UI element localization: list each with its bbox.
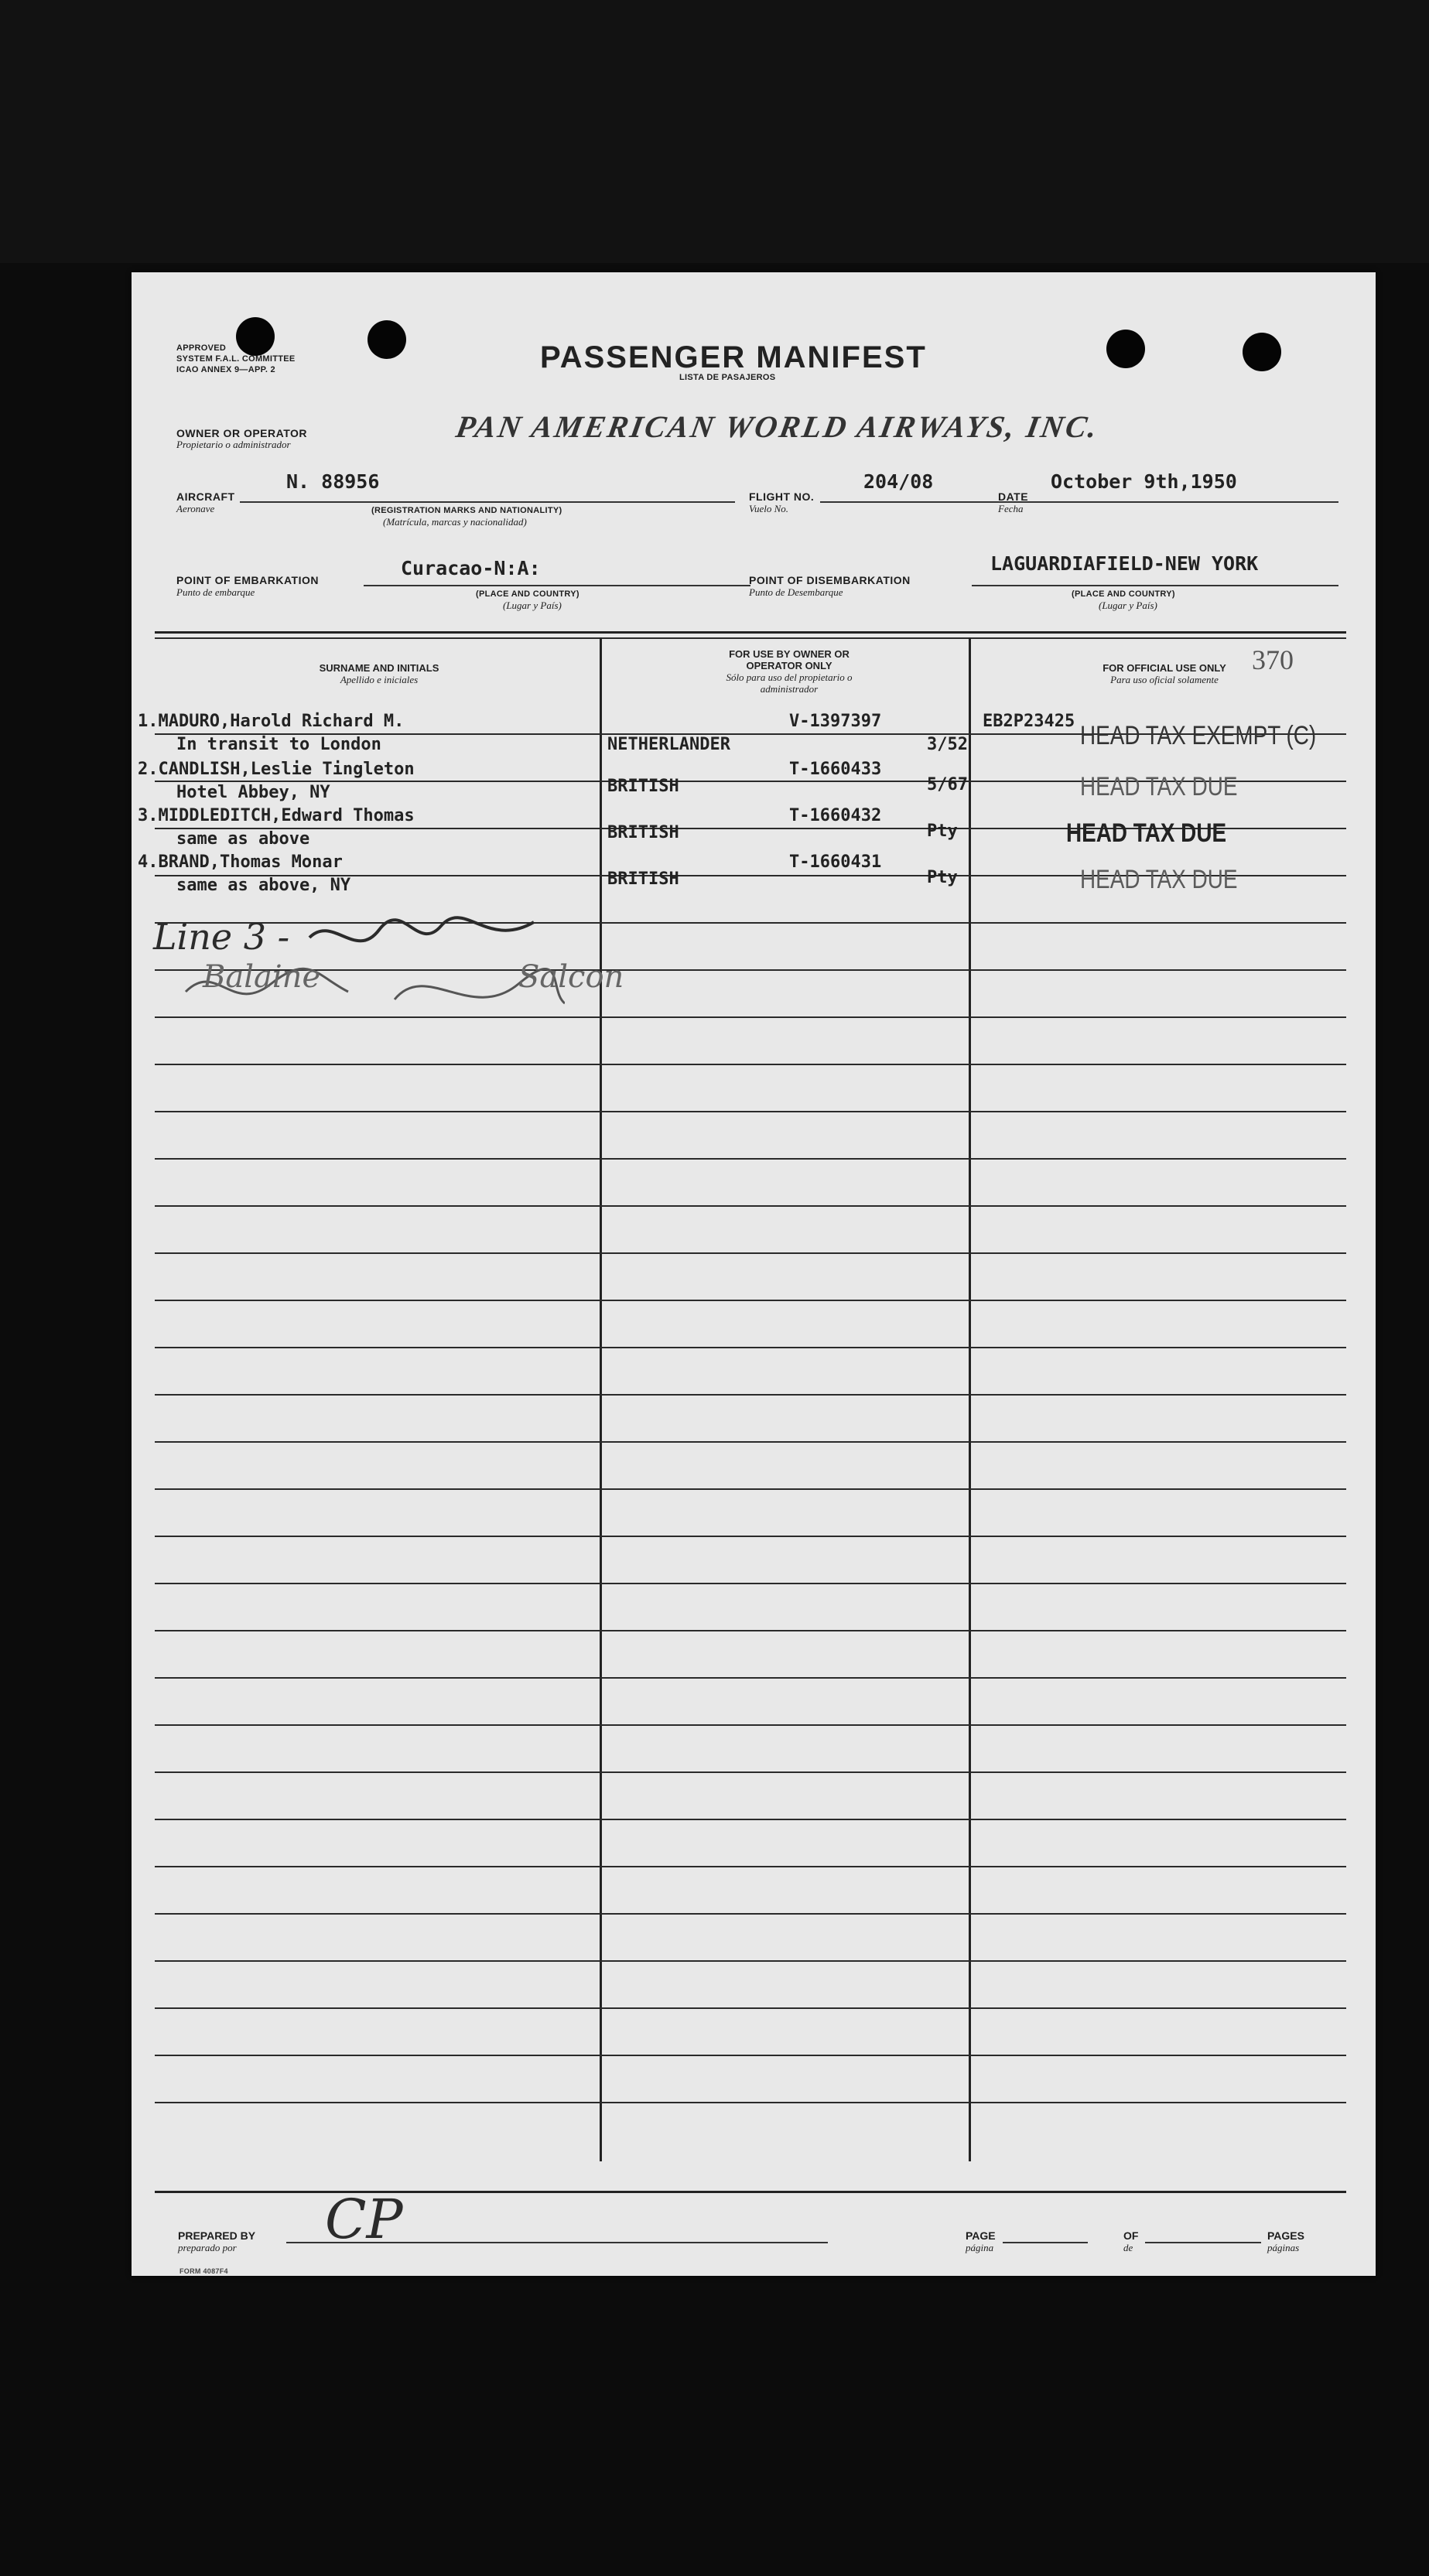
page-title-es: LISTA DE PASAJEROS xyxy=(679,373,776,382)
ruled-line xyxy=(155,1300,1346,1301)
head-tax-stamp: HEAD TAX EXEMPT (C) xyxy=(1080,721,1317,750)
disembarkation-value: LAGUARDIAFIELD-NEW YORK xyxy=(990,552,1259,575)
column-header-official-use-label: FOR OFFICIAL USE ONLY xyxy=(1103,662,1226,674)
passenger-address: In transit to London xyxy=(176,735,381,754)
passenger-name: 1.MADURO,Harold Richard M. xyxy=(138,712,405,731)
column-header-official-use-es: Para uso oficial solamente xyxy=(1110,674,1219,685)
page-line xyxy=(1003,2242,1088,2243)
of-label-es: de xyxy=(1123,2242,1133,2253)
passenger-nationality: BRITISH xyxy=(607,869,679,889)
punch-hole-2 xyxy=(368,320,406,359)
official-number: 370 xyxy=(1252,644,1294,675)
ruled-line xyxy=(155,2007,1346,2009)
punch-hole-3 xyxy=(1106,330,1145,368)
ruled-line xyxy=(155,1158,1346,1160)
column-header-owner-use xyxy=(634,648,944,695)
passenger-name: 3.MIDDLEDITCH,Edward Thomas xyxy=(138,806,415,825)
pages-label-es: páginas xyxy=(1267,2242,1300,2253)
ruled-line xyxy=(155,2055,1346,2056)
embarkation-label-es: Punto de embarque xyxy=(176,586,255,598)
aircraft-label: AIRCRAFT xyxy=(176,490,235,503)
date-label: DATE xyxy=(998,490,1029,503)
head-tax-stamp: HEAD TAX DUE xyxy=(1080,865,1238,894)
punch-hole-1 xyxy=(236,317,275,356)
approval-line-3: ICAO ANNEX 9—APP. 2 xyxy=(176,365,275,374)
column-header-owner-use-es: Sólo para uso del propietario o administrador xyxy=(726,671,853,695)
ruled-line xyxy=(155,1347,1346,1348)
disembarkation-label-es: Punto de Desembarque xyxy=(749,586,843,598)
manifest-sheet xyxy=(132,272,1376,2276)
passenger-address: Hotel Abbey, NY xyxy=(176,783,330,802)
ruled-line xyxy=(155,1960,1346,1962)
passenger-name: 2.CANDLISH,Leslie Tingleton xyxy=(138,760,415,779)
passenger-address: same as above, NY xyxy=(176,876,351,895)
ruled-line xyxy=(155,1205,1346,1207)
head-tax-stamp: HEAD TAX DUE xyxy=(1066,818,1227,848)
official-entry: EB2P23425 xyxy=(983,712,1075,731)
preparer-initials: CP xyxy=(325,2188,403,2251)
column-divider-2 xyxy=(969,637,971,2161)
passenger-name: 4.BRAND,Thomas Monar xyxy=(138,852,343,872)
flight-label: FLIGHT NO. xyxy=(749,490,815,503)
passenger-document-number: T-1660432 xyxy=(789,806,882,825)
handwritten-line-3-note: Line 3 - xyxy=(153,916,290,958)
official-entry-2: 3/52 xyxy=(927,735,968,754)
embarkation-value: Curacao-N:A: xyxy=(401,557,541,579)
ruled-line xyxy=(155,1252,1346,1254)
official-entry: Pty xyxy=(927,822,958,841)
official-entry: 5/67 xyxy=(927,775,968,794)
punch-hole-4 xyxy=(1243,333,1281,371)
prepared-by-label: PREPARED BY xyxy=(178,2229,256,2242)
column-header-surname xyxy=(162,662,596,685)
disembarkation-line xyxy=(972,585,1338,586)
approval-line-1: APPROVED xyxy=(176,343,227,353)
page-title: PASSENGER MANIFEST xyxy=(540,340,927,374)
operator-name: PAN AMERICAN WORLD AIRWAYS, INC. xyxy=(453,409,1103,444)
owner-label-es: Propietario o administrador xyxy=(176,439,291,450)
handwritten-signature-1: Balaine xyxy=(203,959,321,995)
ruled-line xyxy=(155,1630,1346,1631)
passenger-nationality: BRITISH xyxy=(607,823,679,842)
ruled-line xyxy=(155,1441,1346,1443)
passenger-document-number: V-1397397 xyxy=(789,712,882,731)
aircraft-label-es: Aeronave xyxy=(176,503,215,514)
embarkation-label: POINT OF EMBARKATION xyxy=(176,574,319,586)
passenger-document-number: T-1660433 xyxy=(789,760,882,779)
column-header-surname-label: SURNAME AND INITIALS xyxy=(319,662,439,674)
ruled-line xyxy=(155,2102,1346,2103)
embarkation-place-note: (PLACE AND COUNTRY) xyxy=(476,589,579,599)
table-top-rule-2 xyxy=(155,637,1346,639)
passenger-address: same as above xyxy=(176,829,310,849)
table-top-rule xyxy=(155,631,1346,634)
ruled-line xyxy=(155,1488,1346,1490)
page-label-es: página xyxy=(966,2242,994,2253)
disembarkation-label: POINT OF DISEMBARKATION xyxy=(749,574,911,586)
official-entry: Pty xyxy=(927,868,958,887)
of-label: OF xyxy=(1123,2229,1139,2242)
form-code: FORM 4087F4 xyxy=(179,2267,228,2275)
flight-label-es: Vuelo No. xyxy=(749,503,789,514)
ruled-line xyxy=(155,1724,1346,1726)
ruled-line xyxy=(155,1677,1346,1679)
head-tax-stamp: HEAD TAX DUE xyxy=(1080,772,1238,801)
owner-label: OWNER OR OPERATOR xyxy=(176,427,307,439)
registration-note: (REGISTRATION MARKS AND NATIONALITY) xyxy=(371,506,562,515)
ruled-line xyxy=(155,1819,1346,1820)
aircraft-value: N. 88956 xyxy=(286,470,380,493)
aircraft-line xyxy=(240,501,735,503)
page-label: PAGE xyxy=(966,2229,996,2242)
passenger-document-number: T-1660431 xyxy=(789,852,882,872)
column-divider-1 xyxy=(600,637,602,2161)
pages-label: PAGES xyxy=(1267,2229,1304,2242)
date-line xyxy=(1033,501,1338,503)
ruled-line xyxy=(155,1771,1346,1773)
disembarkation-place-note: (PLACE AND COUNTRY) xyxy=(1072,589,1175,599)
prepared-by-label-es: preparado por xyxy=(178,2242,237,2253)
column-header-surname-es: Apellido e iniciales xyxy=(340,674,419,685)
registration-note-es: (Matrícula, marcas y nacionalidad) xyxy=(383,516,527,528)
date-label-es: Fecha xyxy=(998,503,1024,514)
ruled-line xyxy=(155,1064,1346,1065)
flight-value: 204/08 xyxy=(863,470,934,493)
handwritten-signature-2: Salcon xyxy=(518,959,624,995)
disembarkation-place-note-es: (Lugar y País) xyxy=(1099,600,1157,611)
passenger-nationality: BRITISH xyxy=(607,777,679,796)
ruled-line xyxy=(155,1583,1346,1584)
scanner-background xyxy=(0,0,1429,263)
column-header-owner-use-label: FOR USE BY OWNER OR OPERATOR ONLY xyxy=(729,648,850,671)
passenger-nationality: NETHERLANDER xyxy=(607,735,730,754)
of-line xyxy=(1145,2242,1261,2243)
approval-line-2: SYSTEM F.A.L. COMMITTEE xyxy=(176,354,296,364)
ruled-line xyxy=(155,1866,1346,1867)
embarkation-line xyxy=(364,585,750,586)
ruled-line xyxy=(155,1111,1346,1112)
ruled-line xyxy=(155,1913,1346,1915)
date-value: October 9th,1950 xyxy=(1051,470,1237,493)
embarkation-place-note-es: (Lugar y País) xyxy=(503,600,562,611)
ruled-line xyxy=(155,1536,1346,1537)
ruled-line xyxy=(155,1394,1346,1396)
